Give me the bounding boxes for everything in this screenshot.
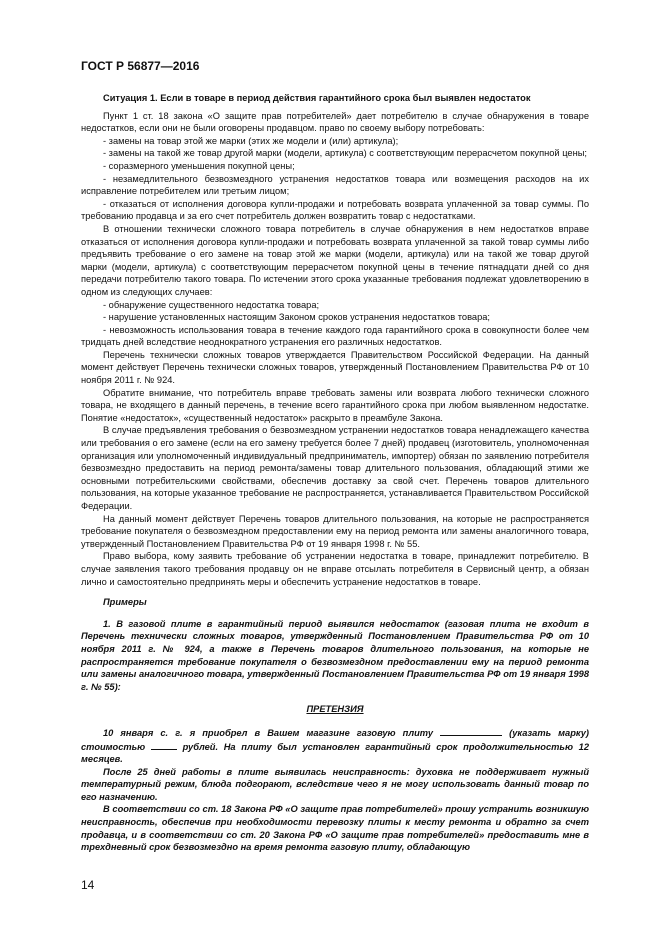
- claim-paragraph-2: После 25 дней работы в плите выявилась неисправность: духовка не поддерживает нужный температурный режим, блюда подгорают, вследствие чего я не могу использовать данный товар по его назначению.: [81, 766, 589, 802]
- body-paragraph: Перечень технически сложных товаров утверждается Правительством Российской Федерации. На данный момент действует Перечень технически сложных товаров, утвержденный Постановлением Правительства РФ от 10 ноября 2011 г. № 924.: [81, 349, 589, 386]
- body-paragraph: Право выбора, кому заявить требование об устранении недостатка в товаре, принадлежит потребителю. В случае заявления такого требования продавцу он не вправе отсылать потребителя в Сервисный центр, а обязан лично и самостоятельно предпринять меры и обеспечить устранение недостатков в товаре.: [81, 551, 589, 587]
- option-item: - замены на такой же товар другой марки (модели, артикула) с соответствующим перерасчетом покупной цены;: [103, 148, 587, 159]
- claim-paragraph-1: [81, 726, 589, 766]
- document-header: ГОСТ Р 56877—2016: [81, 59, 200, 73]
- page-content: [81, 92, 589, 854]
- intro-paragraph: Пункт 1 ст. 18 закона «О защите прав потребителей» дает потребителю в случае обнаружения в товаре недостатков, если они не были оговорены продавцом. право по своему выбору потребовать:: [81, 110, 589, 134]
- situation-title: Ситуация 1. Если в товаре в период действия гарантийного срока был выявлен недостаток: [103, 93, 531, 103]
- claim-title: ПРЕТЕНЗИЯ: [306, 704, 364, 715]
- price-blank-line: [151, 740, 177, 750]
- claim-text-a: 10 января с. г. я приобрел в Вашем магазине газовую плиту: [103, 727, 441, 738]
- body-paragraph: Обратите внимание, что потребитель вправе требовать замены или возврата любого технически сложного товара, не входящего в данный перечень, в течение всего гарантийного срока при любом выявленном недостатке. Понятие «недостаток», «существенный недостаток» раскрыто в преамбуле Закона.: [81, 387, 589, 423]
- claim-text-c: рублей. На плиту был установлен гарантийный срок продолжительностью 12 месяцев.: [81, 741, 589, 765]
- case-item: - невозможность использования товара в течение каждого года гарантийного срока в совокупности более чем тридцать дней вследствие неоднократного устранения его различных недостатков.: [81, 324, 589, 348]
- case-item: - обнаружение существенного недостатка товара;: [103, 299, 320, 310]
- claim-paragraph-3: В соответствии со ст. 18 Закона РФ «О защите прав потребителей» прошу устранить возникшую неисправность, обеспечив при необходимости перевозку плиты к месту ремонта и обратно за счет продавца, и в соответствии со ст. 20 Закона РФ «О защите прав потребителей» предоставить мне в трехдневный срок безвозмездно на время ремонта газовую плиту, обладающую: [81, 804, 589, 853]
- page-number: 14: [81, 878, 95, 892]
- body-paragraph: На данный момент действует Перечень товаров длительного пользования, на которые не распространяется требование покупателя о безвозмездном предоставлении ему на период ремонта или замены аналогичного товара, утвержденный Постановлением Правительства РФ от 19 января 1998 г. № 55.: [81, 513, 589, 549]
- claim-text-b: (указать марку) стоимостью: [81, 727, 589, 752]
- complex-goods-paragraph: В отношении технически сложного товара потребитель в случае обнаружения в нем недостатков вправе отказаться от исполнения договора купли-продажи и потребовать возврата уплаченной за такой товар суммы либо предъявить требование о его замене на товар этой же марки (модели, артикула) или на такой же товар другой марки (модели, артикула) с соответствующим перерасчетом покупной цены в течение пятнадцати дней со дня передачи потребителю такого товара. По истечении этого срока указанные требования подлежат удовлетворению в одном из следующих случаев:: [81, 223, 589, 297]
- option-item: - соразмерного уменьшения покупной цены;: [103, 160, 295, 171]
- option-item: - незамедлительного безвозмездного устранения недостатков товара или возмещения расходов на их исправление потребителем или третьим лицом;: [81, 173, 589, 197]
- body-paragraph: В случае предъявления требования о безвозмездном устранении недостатков товара ненадлежащего качества или требования о его замене (если на его замену требуется более 7 дней) продавец (изготовитель, уполномоченная организация или уполномоченный индивидуальный предприниматель, импортер) обязан по заявлению потребителя безвозмездно предоставить на период ремонта/замены товар длительного пользования, обладающий этими же основными потребительскими свойствами, обеспечив доставку за свой счет. Перечень товаров длительного пользования, на которые указанное требование не распространяется, устанавливается Правительством Российской Федерации.: [81, 425, 589, 511]
- case-item: - нарушение установленных настоящим Законом сроков устранения недостатков товара;: [103, 312, 491, 323]
- example-1: 1. В газовой плите в гарантийный период выявился недостаток (газовая плита не входит в Перечень технически сложных товаров, утвержденный Постановлением Правительства РФ от 10 ноября 2011 г. № 924, а также в Перечень товаров длительного пользования, на которые не распространяется требование покупателя о безвозмездном предоставлении ему на период ремонта или замены аналогичного товара, утвержденный Постановлением Правительства РФ от 19 января 1998 г. № 55):: [81, 618, 589, 692]
- examples-heading: Примеры: [103, 597, 147, 608]
- option-item: - замены на товар этой же марки (этих же модели и (или) артикула);: [103, 135, 399, 146]
- option-item: - отказаться от исполнения договора купли-продажи и потребовать возврата уплаченной за товар суммы. По требованию продавца и за его счет потребитель должен возвратить товар с недостатками.: [81, 198, 589, 222]
- brand-blank-line: [440, 726, 502, 736]
